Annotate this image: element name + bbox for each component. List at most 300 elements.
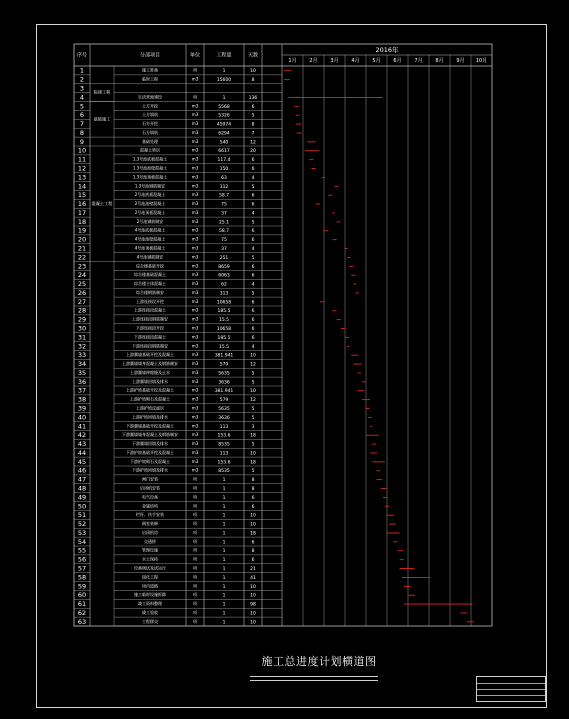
row-number: 48: [77, 484, 87, 493]
row-number: 44: [77, 448, 87, 457]
row-name: 下游护坡基础开挖及混凝土: [126, 449, 174, 455]
row-days: 10: [250, 522, 256, 528]
row-unit: m3: [191, 112, 199, 118]
row-days: 18: [250, 433, 256, 439]
row-name: 临时工程: [142, 76, 158, 82]
row-unit: m3: [191, 129, 199, 135]
row-name: 下游连接段开挖: [136, 325, 164, 331]
row-qty: 15.5: [218, 318, 230, 324]
row-qty: 58.7: [218, 193, 230, 199]
row-unit: m3: [191, 209, 199, 215]
row-qty: 8535: [218, 469, 230, 475]
row-number: 34: [77, 360, 87, 369]
row-number: 2: [79, 75, 85, 84]
row-qty: 251: [219, 255, 229, 261]
row-days: 20: [250, 149, 256, 155]
row-number: 13: [77, 173, 87, 182]
row-number: 1: [79, 66, 85, 75]
row-unit: m3: [191, 396, 199, 402]
row-days: 5: [251, 113, 255, 119]
row-number: 6: [79, 111, 85, 120]
row-name: 栏杆、扶手安装: [136, 512, 164, 518]
row-name: 上游翼墙墙身混凝土及钢筋制安: [122, 361, 178, 367]
row-name: 4号池顶板混凝土: [134, 245, 166, 251]
row-days: 5: [251, 220, 255, 226]
row-days: 6: [251, 327, 255, 333]
row-days: 41: [250, 575, 256, 581]
header-month: 4月: [351, 58, 360, 64]
row-unit: 项: [192, 583, 198, 589]
row-name: 启闭机安装: [140, 485, 160, 491]
row-number: 62: [77, 608, 87, 617]
row-number: 57: [77, 564, 87, 573]
row-number: 5: [79, 102, 85, 111]
row-days: 12: [250, 362, 256, 368]
row-name: 电气设备: [142, 494, 158, 500]
row-days: 8: [251, 487, 255, 493]
row-name: 综合楼主体混凝土: [134, 281, 166, 287]
row-qty: 1: [222, 95, 226, 101]
row-number: 12: [77, 164, 87, 173]
row-unit: m3: [191, 147, 199, 153]
row-qty: 1: [222, 584, 226, 590]
row-qty: 1: [222, 593, 226, 599]
row-name: 上游连接段钢筋制安: [132, 316, 168, 322]
row-name: 下游翼墙回填及排水: [132, 441, 168, 447]
row-unit: m3: [191, 307, 199, 313]
row-days: 8: [251, 478, 255, 484]
header-month: 2月: [309, 58, 318, 64]
row-qty: 1: [222, 602, 226, 608]
row-name: 下游翼墙基础开挖及混凝土: [126, 423, 174, 429]
row-name: 混凝土垫层: [140, 147, 160, 153]
row-qty: 1: [222, 69, 226, 75]
row-days: 6: [251, 229, 255, 235]
row-days: 136: [248, 95, 258, 101]
row-unit: m3: [191, 387, 199, 393]
row-qty: 1: [222, 611, 226, 617]
row-unit: 项: [192, 609, 198, 615]
row-number: 24: [77, 271, 87, 280]
row-unit: m3: [191, 449, 199, 455]
row-name: 上游连接段开挖: [136, 298, 164, 304]
row-unit: m3: [191, 174, 199, 180]
row-number: 49: [77, 493, 87, 502]
row-name: 石方开挖: [142, 121, 158, 127]
row-name: 土方开挖: [142, 103, 158, 109]
row-days: 5: [251, 184, 255, 190]
row-qty: 579: [219, 362, 229, 368]
row-name: 1.3号池底板混凝土: [132, 156, 168, 162]
row-unit: 项: [192, 512, 198, 518]
row-unit: m3: [191, 218, 199, 224]
row-number: 14: [77, 182, 87, 191]
row-unit: m3: [191, 183, 199, 189]
row-days: 8: [251, 549, 255, 555]
header-year: 2016年: [375, 46, 399, 54]
row-number: 16: [77, 200, 87, 209]
row-unit: m3: [191, 201, 199, 207]
row-qty: 5635: [218, 371, 230, 377]
row-days: 8: [251, 122, 255, 128]
row-unit: m3: [191, 289, 199, 295]
row-name: 综合楼基础混凝土: [134, 272, 166, 278]
row-number: 55: [77, 546, 87, 555]
row-days: 4: [251, 282, 255, 288]
row-unit: m3: [191, 369, 199, 375]
row-number: 38: [77, 395, 87, 404]
row-number: 47: [77, 475, 87, 484]
row-unit: m3: [191, 254, 199, 260]
row-unit: 项: [192, 547, 198, 553]
row-name: 2号池钢筋制安: [136, 218, 164, 224]
row-days: 6: [251, 264, 255, 270]
row-days: 10: [250, 584, 256, 590]
row-days: 10: [250, 611, 256, 617]
row-qty: 153.6: [217, 433, 231, 439]
row-days: 4: [251, 344, 255, 350]
row-unit: m3: [191, 192, 199, 198]
row-unit: 项: [192, 521, 198, 527]
row-qty: 1: [222, 522, 226, 528]
header-unit: 单位: [189, 52, 201, 59]
row-unit: 项: [192, 494, 198, 500]
row-unit: m3: [191, 343, 199, 349]
row-name: 下游护坡砌石及混凝土: [130, 458, 170, 464]
row-qty: 579: [219, 398, 229, 404]
row-name: 2号池池壁混凝土: [134, 201, 166, 207]
row-days: 5: [251, 291, 255, 297]
row-unit: m3: [191, 272, 199, 278]
row-qty: 15.5: [218, 344, 230, 350]
row-qty: 62: [221, 282, 227, 288]
row-number: 7: [79, 120, 85, 129]
row-number: 63: [77, 617, 87, 626]
row-name: 石方填筑: [142, 129, 158, 135]
row-number: 31: [77, 333, 87, 342]
row-days: 5: [251, 415, 255, 421]
row-days: 10: [250, 593, 256, 599]
row-days: 7: [251, 131, 255, 137]
row-qty: 1: [222, 504, 226, 510]
row-name: 综合楼钢筋制安: [136, 289, 164, 295]
row-unit: m3: [191, 138, 199, 144]
header-month: 1月: [288, 58, 297, 64]
row-qty: 6617: [218, 149, 230, 155]
row-number: 43: [77, 440, 87, 449]
row-name: 上游翼墙伸缩缝及止水: [130, 369, 170, 375]
row-qty: 113: [219, 424, 229, 430]
row-days: 12: [250, 140, 256, 146]
row-days: 6: [251, 558, 255, 564]
row-days: 5: [251, 407, 255, 413]
row-name: 4号池钢筋制安: [136, 254, 164, 260]
header-month: 9月: [456, 58, 465, 64]
row-unit: m3: [191, 423, 199, 429]
row-qty: 117.4: [217, 158, 231, 164]
row-number: 37: [77, 386, 87, 395]
title-underline: [250, 676, 378, 677]
group-label: 临建工程: [93, 89, 111, 95]
row-days: 5: [251, 255, 255, 261]
row-days: 10: [250, 353, 256, 359]
row-number: 11: [77, 155, 87, 164]
row-qty: 153.6: [217, 460, 231, 466]
row-unit: 项: [192, 574, 198, 580]
row-number: 25: [77, 280, 87, 289]
row-name: 下游连接段混凝土: [134, 334, 166, 340]
row-qty: 75: [221, 238, 227, 244]
row-number: 19: [77, 226, 87, 235]
row-unit: m3: [191, 103, 199, 109]
row-qty: 113: [219, 451, 229, 457]
row-days: 12: [250, 398, 256, 404]
row-number: 39: [77, 404, 87, 413]
row-qty: 312: [219, 184, 229, 190]
row-qty: 185.5: [217, 335, 231, 341]
row-days: 10: [250, 389, 256, 395]
row-number: 58: [77, 573, 87, 582]
row-qty: 8659: [218, 264, 230, 270]
row-number: 53: [77, 528, 87, 537]
row-days: 6: [251, 158, 255, 164]
row-name: 综合楼基础开挖: [136, 263, 164, 269]
row-number: 40: [77, 413, 87, 422]
row-name: 1.3号池顶板混凝土: [132, 174, 168, 180]
row-number: 8: [79, 128, 85, 137]
row-days: 18: [250, 460, 256, 466]
row-qty: 1: [222, 478, 226, 484]
row-qty: 540: [219, 140, 229, 146]
row-qty: 15600: [216, 78, 232, 84]
row-unit: m3: [191, 245, 199, 251]
row-qty: 1: [222, 567, 226, 573]
row-unit: m3: [191, 121, 199, 127]
row-unit: m3: [191, 325, 199, 331]
row-qty: 381.941: [214, 389, 234, 395]
row-qty: 1: [222, 558, 226, 564]
row-number: 3: [79, 84, 85, 93]
row-number: 59: [77, 582, 87, 591]
title-underline-double: [250, 680, 378, 681]
row-number: 30: [77, 324, 87, 333]
row-unit: m3: [191, 334, 199, 340]
row-number: 22: [77, 253, 87, 262]
row-number: 23: [77, 262, 87, 271]
row-unit: m3: [191, 441, 199, 447]
header-month: 10月: [475, 58, 488, 64]
row-number: 27: [77, 297, 87, 306]
row-number: 15: [77, 191, 87, 200]
row-days: 6: [251, 318, 255, 324]
row-number: 18: [77, 217, 87, 226]
row-qty: 10658: [216, 300, 232, 306]
row-number: 17: [77, 208, 87, 217]
row-name: 上游连接段混凝土: [134, 307, 166, 313]
row-unit: 项: [192, 67, 198, 73]
row-unit: m3: [191, 361, 199, 367]
row-name: 金属结构: [142, 503, 158, 509]
row-qty: 25.1: [218, 220, 230, 226]
row-days: 10: [250, 451, 256, 457]
row-name: 上游护坡基础开挖及混凝土: [126, 387, 174, 393]
row-name: 施工准备: [142, 67, 158, 73]
row-days: 6: [251, 238, 255, 244]
row-days: 4: [251, 211, 255, 217]
row-days: 5: [251, 380, 255, 386]
row-days: 10: [250, 620, 256, 626]
row-unit: m3: [191, 156, 199, 162]
row-days: 5: [251, 469, 255, 475]
row-qty: 313: [219, 291, 229, 297]
row-qty: 1: [222, 549, 226, 555]
row-unit: m3: [191, 458, 199, 464]
row-qty: 37: [221, 211, 227, 217]
drawing-title: 施工总进度计划横道图: [261, 655, 377, 668]
row-name: 上游翼墙基础开挖及混凝土: [126, 352, 174, 358]
row-qty: 1: [222, 495, 226, 501]
row-name: 绿化工程: [142, 574, 158, 580]
row-unit: 项: [192, 94, 198, 100]
row-unit: 项: [192, 538, 198, 544]
row-days: 10: [250, 513, 256, 519]
group-label: 混凝土工程: [91, 200, 113, 206]
row-days: 6: [251, 167, 255, 173]
row-unit: 项: [192, 485, 198, 491]
row-name: 2号池顶板混凝土: [134, 209, 166, 215]
row-days: 98: [250, 602, 256, 608]
header-month: 5月: [372, 58, 381, 64]
row-name: 下游护坡回填及排水: [132, 467, 168, 473]
row-name: 生活营地建设: [138, 94, 162, 100]
row-name: 闸室装修: [142, 521, 158, 527]
header-no: 序号: [76, 52, 88, 59]
row-days: 4: [251, 175, 255, 181]
row-unit: 项: [192, 601, 198, 607]
row-name: 施工临时设施拆除: [134, 592, 166, 598]
header-qty: 工程量: [216, 52, 232, 59]
row-number: 60: [77, 591, 87, 600]
row-number: 52: [77, 520, 87, 529]
row-unit: 项: [192, 476, 198, 482]
row-unit: m3: [191, 263, 199, 269]
row-qty: 75: [221, 202, 227, 208]
row-name: 管理设施: [142, 547, 158, 553]
row-number: 50: [77, 502, 87, 511]
row-number: 29: [77, 315, 87, 324]
row-days: 6: [251, 540, 255, 546]
row-qty: 10658: [216, 327, 232, 333]
header-month: 7月: [414, 58, 423, 64]
row-number: 4: [79, 93, 85, 102]
row-days: 5: [251, 442, 255, 448]
row-days: 6: [251, 273, 255, 279]
row-name: 闸门安装: [142, 476, 158, 482]
row-name: 1.3号池钢筋制安: [134, 183, 166, 189]
header-month: 3月: [330, 58, 339, 64]
title-block: [476, 676, 546, 702]
row-days: 21: [250, 567, 256, 573]
row-name: 4号池底板混凝土: [134, 227, 166, 233]
row-name: 基础处理: [142, 138, 158, 144]
row-unit: 项: [192, 592, 198, 598]
row-number: 46: [77, 466, 87, 475]
row-unit: 项: [192, 529, 198, 535]
row-unit: m3: [191, 316, 199, 322]
row-qty: 3636: [218, 415, 230, 421]
row-number: 10: [77, 146, 87, 155]
row-number: 35: [77, 368, 87, 377]
row-qty: 1: [222, 620, 226, 626]
row-unit: 项: [192, 556, 198, 562]
row-name: 工程移交: [142, 618, 158, 624]
row-unit: 项: [192, 503, 198, 509]
row-qty: 3636: [218, 380, 230, 386]
row-name: 下游连接段钢筋制安: [132, 343, 168, 349]
row-days: 4: [251, 247, 255, 253]
row-number: 21: [77, 244, 87, 253]
row-name: 4号池池壁混凝土: [134, 236, 166, 242]
row-unit: m3: [191, 227, 199, 233]
header-month: 8月: [435, 58, 444, 64]
row-name: 交通桥: [144, 538, 156, 544]
row-qty: 1: [222, 540, 226, 546]
row-number: 61: [77, 600, 87, 609]
row-number: 36: [77, 377, 87, 386]
row-name: 设备调试及试运行: [134, 565, 166, 571]
header-days: 天数: [247, 52, 259, 59]
row-name: 2号池底板混凝土: [134, 192, 166, 198]
row-unit: m3: [191, 281, 199, 287]
row-name: 上游翼墙回填及排水: [132, 378, 168, 384]
row-days: 6: [251, 300, 255, 306]
row-qty: 58.7: [218, 229, 230, 235]
row-qty: 37: [221, 247, 227, 253]
row-days: 6: [251, 202, 255, 208]
row-name: 土方填筑: [142, 112, 158, 118]
row-days: 8: [251, 78, 255, 84]
row-unit: m3: [191, 405, 199, 411]
row-number: 54: [77, 537, 87, 546]
row-number: 42: [77, 431, 87, 440]
row-days: 6: [251, 193, 255, 199]
row-qty: 5635: [218, 407, 230, 413]
row-days: 6: [251, 495, 255, 501]
row-qty: 5326: [218, 113, 230, 119]
row-days: 10: [250, 69, 256, 75]
row-name: 上游护坡反滤层: [136, 405, 164, 411]
row-number: 45: [77, 457, 87, 466]
row-number: 9: [79, 137, 85, 146]
row-qty: 1: [222, 575, 226, 581]
row-unit: m3: [191, 76, 199, 82]
row-days: 6: [251, 335, 255, 341]
row-qty: 381.941: [214, 353, 234, 359]
row-number: 28: [77, 306, 87, 315]
row-unit: 项: [192, 618, 198, 624]
row-name: 上游护坡回填及排水: [132, 414, 168, 420]
row-unit: 项: [192, 565, 198, 571]
row-qty: 1: [222, 513, 226, 519]
row-days: 6: [251, 104, 255, 110]
row-days: 6: [251, 309, 255, 315]
row-qty: 63: [221, 175, 227, 181]
row-days: 18: [250, 531, 256, 537]
row-name: 竣工验收: [142, 609, 158, 615]
row-name: 下游翼墙墙身混凝土及钢筋制安: [122, 432, 178, 438]
row-unit: m3: [191, 432, 199, 438]
row-unit: m3: [191, 236, 199, 242]
